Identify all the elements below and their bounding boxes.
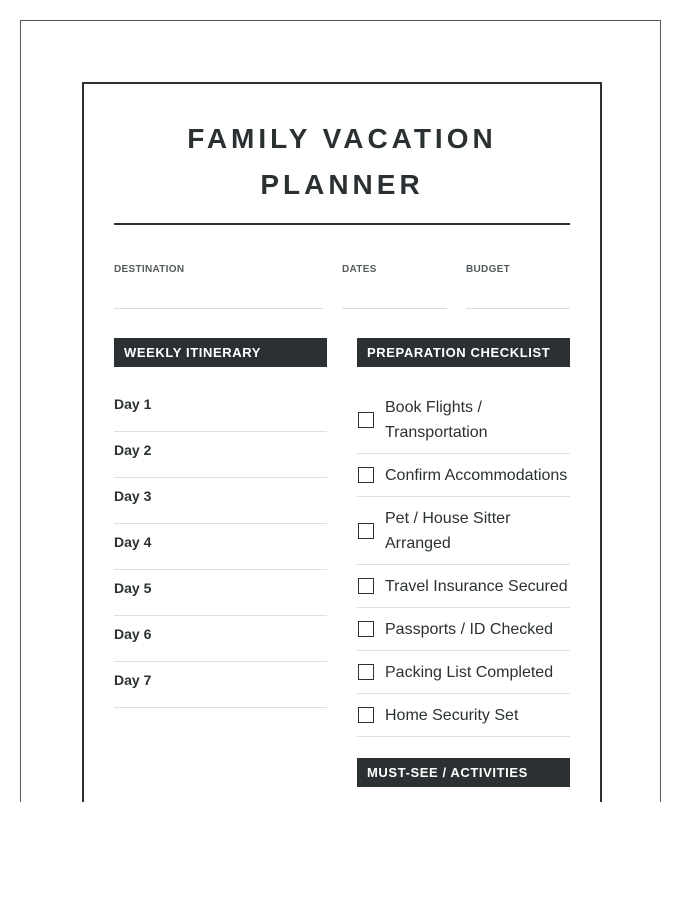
checklist-item-label: Book Flights / Transportation (385, 398, 488, 441)
dates-label: DATES (342, 264, 377, 275)
itinerary-day-1[interactable]: Day 1 (114, 386, 327, 432)
title-divider (114, 223, 570, 225)
checklist-item-label: Pet / House Sitter Arranged (385, 509, 511, 552)
itinerary-day-6[interactable]: Day 6 (114, 616, 327, 662)
checklist-item-label: Confirm Accommodations (385, 466, 568, 484)
checklist-item[interactable] (357, 497, 570, 565)
checkbox[interactable] (358, 523, 374, 539)
preparation-checklist (357, 386, 570, 737)
checklist-item[interactable] (357, 386, 570, 454)
activities-header: MUST-SEE / ACTIVITIES (357, 758, 570, 787)
destination-field[interactable] (114, 264, 323, 276)
itinerary-day-3[interactable]: Day 3 (114, 478, 327, 524)
destination-label: DESTINATION (114, 264, 185, 275)
checkbox[interactable] (358, 707, 374, 723)
checklist-item-label: Packing List Completed (385, 663, 554, 681)
itinerary-day-7[interactable]: Day 7 (114, 662, 327, 708)
title-line-1: FAMILY VACATION (187, 123, 497, 154)
itinerary-day-5[interactable]: Day 5 (114, 570, 327, 616)
checklist-item[interactable] (357, 694, 570, 737)
budget-line[interactable] (466, 308, 570, 309)
destination-line[interactable] (114, 308, 323, 309)
checklist-item[interactable] (357, 565, 570, 608)
checkbox[interactable] (358, 412, 374, 428)
budget-label: BUDGET (466, 264, 511, 275)
budget-field[interactable] (466, 264, 570, 276)
dates-line[interactable] (342, 308, 447, 309)
checkbox[interactable] (358, 578, 374, 594)
title-line-2: PLANNER (260, 169, 424, 200)
itinerary-header: WEEKLY ITINERARY (114, 338, 327, 367)
page-frame (20, 20, 661, 802)
checklist-item[interactable] (357, 608, 570, 651)
dates-field[interactable] (342, 264, 447, 276)
checklist-item-label: Home Security Set (385, 706, 519, 724)
planner-sheet (82, 82, 602, 802)
itinerary-list (114, 386, 327, 708)
itinerary-day-4[interactable]: Day 4 (114, 524, 327, 570)
checklist-item-label: Travel Insurance Secured (385, 577, 568, 595)
checklist-header: PREPARATION CHECKLIST (357, 338, 570, 367)
checklist-item-label: Passports / ID Checked (385, 620, 554, 638)
itinerary-day-2[interactable]: Day 2 (114, 432, 327, 478)
page-title (84, 116, 600, 208)
checklist-item[interactable] (357, 454, 570, 497)
checkbox[interactable] (358, 621, 374, 637)
checklist-item[interactable] (357, 651, 570, 694)
checkbox[interactable] (358, 664, 374, 680)
checkbox[interactable] (358, 467, 374, 483)
